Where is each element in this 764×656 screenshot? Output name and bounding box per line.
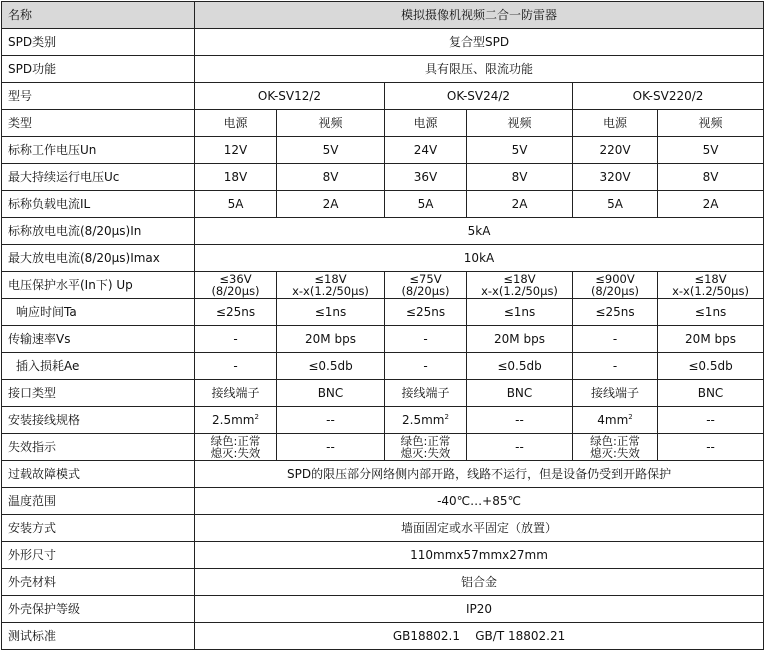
model-cell: OK-SV12/2 <box>195 83 385 110</box>
installation-method-row <box>2 515 764 542</box>
value-cell <box>195 434 277 461</box>
row-label: 过载故障模式 <box>2 461 195 488</box>
row-label: 类型 <box>2 110 195 137</box>
protection-grade-row <box>2 596 764 623</box>
row-value: IP20 <box>195 596 764 623</box>
value-cell: ≤25ns <box>385 299 467 326</box>
row-label: 最大持续运行电压Uc <box>2 164 195 191</box>
row-value: 铝合金 <box>195 569 764 596</box>
value-cell: 20M bps <box>467 326 573 353</box>
value-line: (8/20μs) <box>590 284 640 298</box>
value-cell: ≤1ns <box>467 299 573 326</box>
spec-table <box>1 1 764 650</box>
product-name: 模拟摄像机视频二合一防雷器 <box>195 2 764 29</box>
model-row <box>2 83 764 110</box>
value-cell: 8V <box>658 164 764 191</box>
model-cell: OK-SV24/2 <box>385 83 573 110</box>
row-value: 110mmx57mmx27mm <box>195 542 764 569</box>
value-cell: 5V <box>277 137 385 164</box>
value-cell <box>573 434 658 461</box>
value-cell: - <box>573 353 658 380</box>
wiring-spec-row <box>2 407 764 434</box>
type-cell: 电源 <box>195 110 277 137</box>
value-cell: 36V <box>385 164 467 191</box>
row-value: SPD的限压部分网络侧内部开路，线路不运行，但是设备仍受到开路保护 <box>195 461 764 488</box>
value-line: 熄灭:失效 <box>590 446 640 460</box>
row-label: 外形尺寸 <box>2 542 195 569</box>
value-cell: 12V <box>195 137 277 164</box>
superscript: 2 <box>254 412 259 421</box>
value-cell: -- <box>467 434 573 461</box>
value-cell <box>385 272 467 299</box>
value-cell <box>195 407 277 434</box>
value-line: 绿色:正常 <box>400 434 451 448</box>
header-row <box>2 2 764 29</box>
row-value: 10kA <box>195 245 764 272</box>
value-cell: -- <box>658 407 764 434</box>
superscript: 2 <box>628 412 633 421</box>
row-label: 安装接线规格 <box>2 407 195 434</box>
nominal-voltage-row <box>2 137 764 164</box>
row-value: 墙面固定或水平固定（放置） <box>195 515 764 542</box>
value-cell <box>658 272 764 299</box>
spd-function-row <box>2 56 764 83</box>
value-cell: 24V <box>385 137 467 164</box>
value-cell: 5A <box>195 191 277 218</box>
value-cell: ≤1ns <box>277 299 385 326</box>
failure-indication-row <box>2 434 764 461</box>
value-cell: 18V <box>195 164 277 191</box>
value-line: ≤900V <box>595 272 635 286</box>
value-cell: 220V <box>573 137 658 164</box>
value-cell: 5A <box>385 191 467 218</box>
row-label: 测试标准 <box>2 623 195 650</box>
value-cell <box>277 272 385 299</box>
row-label: 失效指示 <box>2 434 195 461</box>
value-text: 2.5mm <box>402 412 445 427</box>
row-label: 温度范围 <box>2 488 195 515</box>
voltage-protection-level-row <box>2 272 764 299</box>
value-cell: 8V <box>467 164 573 191</box>
type-cell: 视频 <box>658 110 764 137</box>
value-line: 熄灭:失效 <box>400 446 451 460</box>
value-cell: - <box>385 353 467 380</box>
model-cell: OK-SV220/2 <box>573 83 764 110</box>
row-label: 安装方式 <box>2 515 195 542</box>
value-line: (8/20μs) <box>401 284 450 298</box>
row-label: 标称工作电压Un <box>2 137 195 164</box>
row-label: SPD功能 <box>2 56 195 83</box>
row-label: 外壳保护等级 <box>2 596 195 623</box>
value-cell: -- <box>277 434 385 461</box>
value-cell: BNC <box>658 380 764 407</box>
type-cell: 电源 <box>573 110 658 137</box>
value-cell: 8V <box>277 164 385 191</box>
value-cell: 2A <box>467 191 573 218</box>
value-cell: 接线端子 <box>385 380 467 407</box>
value-cell: -- <box>658 434 764 461</box>
value-cell: ≤0.5db <box>467 353 573 380</box>
value-cell: ≤0.5db <box>658 353 764 380</box>
row-label: SPD类别 <box>2 29 195 56</box>
type-cell: 视频 <box>277 110 385 137</box>
max-discharge-current-row <box>2 245 764 272</box>
row-label: 插入损耗Ae <box>2 353 195 380</box>
value-line: ≤75V <box>409 272 442 286</box>
value-line: 绿色:正常 <box>210 434 261 448</box>
value-cell: 320V <box>573 164 658 191</box>
value-cell <box>385 407 467 434</box>
value-cell: - <box>573 326 658 353</box>
value-line: ≤18V <box>314 272 347 286</box>
value-cell: - <box>385 326 467 353</box>
value-line: (8/20μs) <box>211 284 260 298</box>
value-cell: 接线端子 <box>195 380 277 407</box>
superscript: 2 <box>444 412 449 421</box>
value-line: x-x(1.2/50μs) <box>481 284 558 298</box>
value-cell: ≤25ns <box>195 299 277 326</box>
type-row <box>2 110 764 137</box>
interface-type-row <box>2 380 764 407</box>
insertion-loss-row <box>2 353 764 380</box>
nominal-load-current-row <box>2 191 764 218</box>
value-cell: 5V <box>658 137 764 164</box>
value-line: x-x(1.2/50μs) <box>672 284 749 298</box>
value-cell: 5A <box>573 191 658 218</box>
value-line: 熄灭:失效 <box>210 446 261 460</box>
value-cell <box>467 272 573 299</box>
value-cell: 2A <box>658 191 764 218</box>
housing-material-row <box>2 569 764 596</box>
row-value: 具有限压、限流功能 <box>195 56 764 83</box>
spd-category-row <box>2 29 764 56</box>
transmission-rate-row <box>2 326 764 353</box>
value-cell <box>195 272 277 299</box>
row-label: 型号 <box>2 83 195 110</box>
response-time-row <box>2 299 764 326</box>
row-label: 电压保护水平(In下) Up <box>2 272 195 299</box>
value-cell: -- <box>277 407 385 434</box>
value-cell: BNC <box>467 380 573 407</box>
name-label: 名称 <box>2 2 195 29</box>
value-cell: 2A <box>277 191 385 218</box>
value-cell: -- <box>467 407 573 434</box>
value-cell: ≤0.5db <box>277 353 385 380</box>
row-label: 标称负载电流IL <box>2 191 195 218</box>
value-cell <box>573 272 658 299</box>
value-line: x-x(1.2/50μs) <box>292 284 369 298</box>
value-cell: 20M bps <box>658 326 764 353</box>
value-cell: 接线端子 <box>573 380 658 407</box>
row-label: 响应时间Ta <box>2 299 195 326</box>
row-label: 外壳材料 <box>2 569 195 596</box>
value-line: ≤18V <box>503 272 536 286</box>
max-continuous-voltage-row <box>2 164 764 191</box>
test-standard-row <box>2 623 764 650</box>
row-label: 最大放电电流(8/20μs)Imax <box>2 245 195 272</box>
value-line: ≤18V <box>694 272 727 286</box>
row-value: -40℃…+85℃ <box>195 488 764 515</box>
row-label: 标称放电电流(8/20μs)In <box>2 218 195 245</box>
value-text: 2.5mm <box>212 412 255 427</box>
value-cell: - <box>195 326 277 353</box>
value-line: ≤36V <box>219 272 252 286</box>
row-value: 复合型SPD <box>195 29 764 56</box>
temperature-range-row <box>2 488 764 515</box>
value-cell: 20M bps <box>277 326 385 353</box>
dimensions-row <box>2 542 764 569</box>
value-cell: ≤1ns <box>658 299 764 326</box>
value-cell <box>573 407 658 434</box>
value-cell: 5V <box>467 137 573 164</box>
nominal-discharge-current-row <box>2 218 764 245</box>
row-value: 5kA <box>195 218 764 245</box>
row-label: 传输速率Vs <box>2 326 195 353</box>
type-cell: 电源 <box>385 110 467 137</box>
value-cell: - <box>195 353 277 380</box>
overload-failure-mode-row <box>2 461 764 488</box>
row-value: GB18802.1 GB/T 18802.21 <box>195 623 764 650</box>
type-cell: 视频 <box>467 110 573 137</box>
value-text: 4mm <box>597 412 629 427</box>
value-cell: BNC <box>277 380 385 407</box>
value-cell: ≤25ns <box>573 299 658 326</box>
row-label: 接口类型 <box>2 380 195 407</box>
value-line: 绿色:正常 <box>590 434 640 448</box>
value-cell <box>385 434 467 461</box>
